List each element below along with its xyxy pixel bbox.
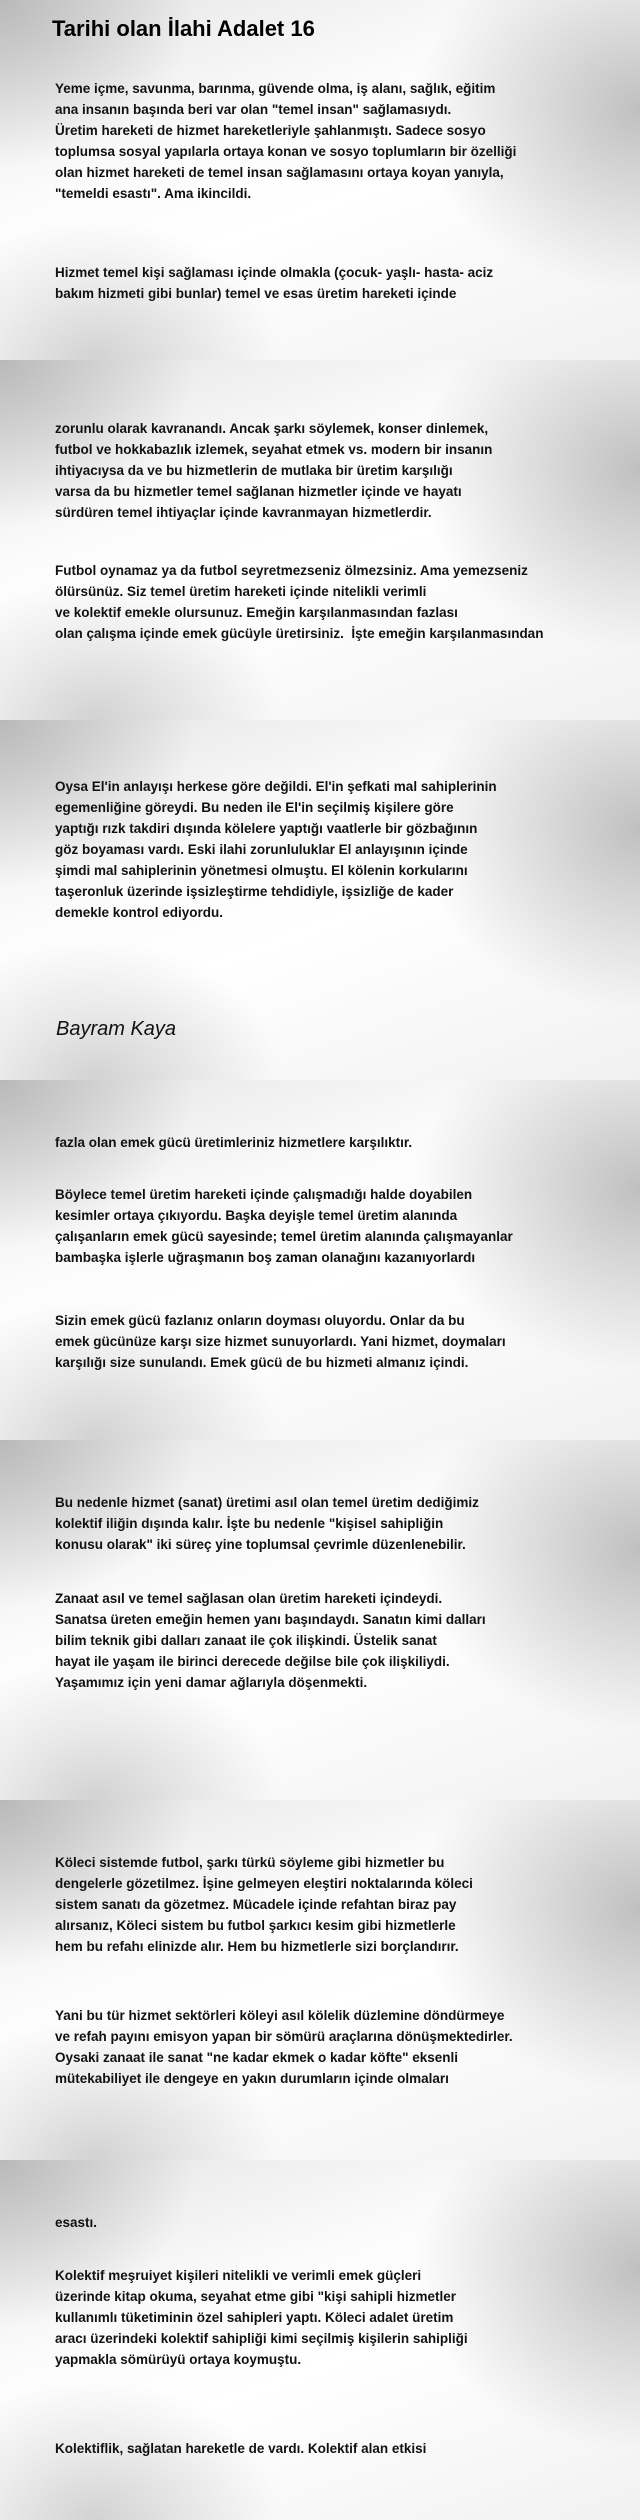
paragraph: Hizmet temel kişi sağlaması içinde olmakla (çocuk- yaşlı- hasta- aciz bakım hizmeti gibi bunlar) temel ve esas üretim hareketi içinde — [55, 265, 494, 301]
paragraph: Bu nedenle hizmet (sanat) üretimi asıl olan temel üretim dediğimiz kolektif iliğin dışında kalır. İşte bu nedenle "kişisel sahipliğin konusu olarak" iki süreç yine toplumsal çevrimle düzenlenebilir. — [55, 1495, 479, 1552]
panel-2 — [0, 360, 640, 720]
paragraph: Yeme içme, savunma, barınma, güvende olma, iş alanı, sağlık, eğitim ana insanın başında beri var olan "temel insan" sağlamasıydı. Üretim hareketi de hizmet hareketleriyle şahlanmıştı. Sadece sosyo toplumsa sosyal yapılarla ortaya konan ve sosyo toplumların bir özelliği olan hizmet hareketi de temel insan sağlamasını ortaya koyan yanıyla, "temeldi esastı". Ama ikincildi. — [55, 81, 517, 201]
panel-5 — [0, 1440, 640, 1800]
panel-1 — [0, 0, 640, 360]
paragraph: Sizin emek gücü fazlanız onların doyması oluyordu. Onlar da bu emek gücünüze karşı size hizmet sunuyorlardı. Yani hizmet, doymaları karşılığı size sunulandı. Emek gücü de bu hizmeti almanız içindi. — [55, 1313, 506, 1370]
paragraph: Zanaat asıl ve temel sağlasan olan üretim hareketi içindeydi. Sanatsa üreten emeğin hemen yanı başındaydı. Sanatın kimi dalları bilim teknik gibi dalları zanaat ile çok ilişkindi. Üstelik sanat hayat ile yaşam ile birinci derecede değilse bile çok ilişkiliydi. Yaşamımız için yeni damar ağlarıyla döşenmekti. — [55, 1591, 486, 1690]
paragraph: Kolektif meşruiyet kişileri nitelikli ve verimli emek güçleri üzerinde kitap okuma, seyahat etme gibi "kişi sahipli hizmetler kullanımlı tüketiminin özel sahipleri yaptı. Köleci adalet üretim aracı üzerindeki kolektif sahipliği kimi seçilmiş kişilerin sahipliği yapmakla sömürüyü ortaya koymuştu. — [55, 2268, 468, 2367]
panel-7 — [0, 2160, 640, 2520]
author-name: Bayram Kaya — [56, 1018, 177, 1040]
page-title: Tarihi olan İlahi Adalet 16 — [52, 16, 315, 41]
panel-3 — [0, 720, 640, 1080]
paragraph: Böylece temel üretim hareketi içinde çalışmadığı halde doyabilen kesimler ortaya çıkıyordu. Başka deyişle temel üretim alanında çalışanların emek gücü sayesinde; temel üretim alanında çalışmayanlar bambaşka işlerle uğraşmanın boş zaman olanağını kazanıyorlardı — [55, 1187, 513, 1265]
paragraph: Oysa El'in anlayışı herkese göre değildi. El'in şefkati mal sahiplerinin egemenliğine göreydi. Bu neden ile El'in seçilmiş kişilere göre yaptığı rızk takdiri dışında kölelere yaptığı vaatlerle bir gözbağının göz boyaması vardı. Eski ilahi zorunluluklar El anlayışının içinde şimdi mal sahiplerinin yönetmesi olmuştu. El kölenin korkularını taşeronluk üzerinde işsizleştirme tehdidiyle, işsizliğe de kader demekle kontrol ediyordu. — [55, 779, 497, 920]
paragraph: zorunlu olarak kavranandı. Ancak şarkı söylemek, konser dinlemek, futbol ve hokkabazlık izlemek, seyahat etmek vs. modern bir insanın ihtiyacıysa da ve bu hizmetlerin de mutlaka bir üretim karşılığı varsa da bu hizmetler temel sağlanan hizmetler içinde ve hayatı sürdüren temel ihtiyaçlar içinde kavranmayan hizmetlerdir. — [55, 421, 493, 520]
paragraph: esastı. — [55, 2215, 98, 2230]
panel-4 — [0, 1080, 640, 1440]
paragraph: Futbol oynamaz ya da futbol seyretmezseniz ölmezsiniz. Ama yemezseniz ölürsünüz. Siz temel üretim hareketi içinde nitelikli verimli ve kolektif emekle olursunuz. Emeğin karşılanmasından fazlası olan çalışma içinde emek gücüyle üretirsiniz. İşte emeğin karşılanmasından — [55, 563, 544, 641]
paragraph: Yani bu tür hizmet sektörleri köleyi asıl kölelik düzlemine döndürmeye ve refah payını emisyon yapan bir sömürü araçlarına dönüşmektedirler. Oysaki zanaat ile sanat "ne kadar ekmek o kadar köfte" eksenli mütekabiliyet ile dengeye en yakın durumların içinde olmaları — [55, 2008, 513, 2086]
panel-6 — [0, 1800, 640, 2160]
paragraph: Kolektiflik, sağlatan hareketle de vardı. Kolektif alan etkisi — [55, 2441, 427, 2456]
paragraph: Köleci sistemde futbol, şarkı türkü söyleme gibi hizmetler bu dengelerle gözetilmez. İşine gelmeyen eleştiri noktalarında köleci sistem sanatı da gözetmez. Mücadele içinde refahtan biraz pay alırsanız, Köleci sistem bu futbol şarkıcı kesim gibi hizmetlerle hem bu refahı elinizde alır. Hem bu hizmetlerle sizi borçlandırır. — [55, 1855, 473, 1954]
paragraph: fazla olan emek gücü üretimleriniz hizmetlere karşılıktır. — [55, 1135, 413, 1150]
